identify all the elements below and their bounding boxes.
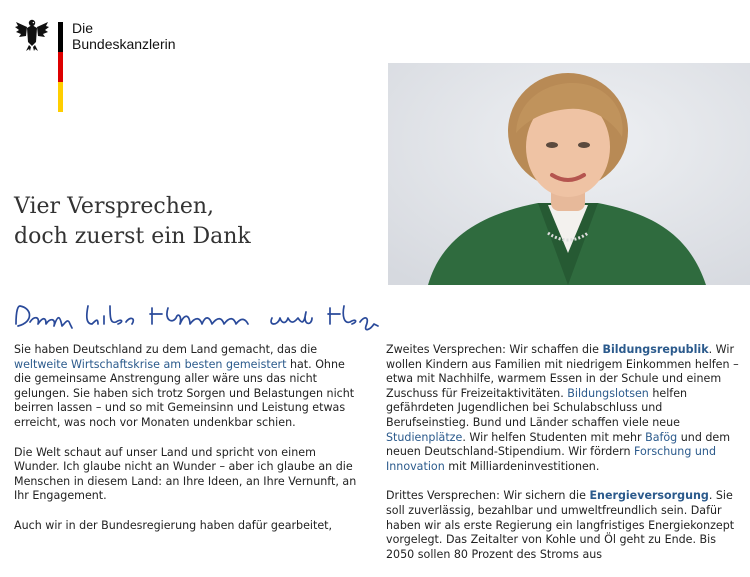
link-forschung-innovation[interactable]: Forschung und Innovation — [386, 445, 717, 473]
link-bafoeg[interactable]: Bafög — [645, 430, 678, 444]
right-column — [386, 343, 744, 577]
logo-text — [72, 20, 176, 52]
logo-line2: Bundeskanzlerin — [72, 36, 176, 52]
left-paragraph-3: Auch wir in der Bundesregierung haben dafür gearbeitet, — [14, 518, 333, 532]
right-p1-text-c: helfen gefährdeten Jugendlichen bei Schulabschluss und Berufseinstieg. Bund und Länder schaffen viele neue — [386, 386, 688, 429]
link-studienplaetze[interactable]: Studienplätze — [386, 430, 463, 444]
bundeskanzlerin-logo[interactable] — [14, 16, 214, 116]
federal-eagle-icon — [14, 16, 50, 52]
flag-gold — [58, 82, 63, 112]
title-line2: doch zuerst ein Dank — [14, 224, 251, 249]
handwritten-greeting — [12, 300, 384, 336]
link-energieversorgung[interactable]: Energieversorgung — [589, 489, 709, 503]
flag-red — [58, 52, 63, 82]
left-paragraph-1 — [14, 343, 360, 431]
page-title — [14, 192, 251, 252]
right-p1-text-b: . Wir wollen Kindern aus Familien mit niedrigem Einkommen helfen – etwa mit Nachhilfe, warmem Essen in der Schule und einem Zuschuss für Freizeitaktivitäten. — [386, 343, 739, 400]
link-bildungsrepublik[interactable]: Bildungsrepublik — [602, 343, 709, 356]
right-paragraph-1 — [386, 343, 744, 474]
right-p1-text-e: und dem neuen Deutschland-Stipendium. Wir fördern — [386, 430, 731, 459]
right-p1-text-d: . Wir helfen Studenten mit mehr — [462, 430, 646, 444]
left-column — [14, 343, 360, 549]
link-wirtschaftskrise[interactable]: weltweite Wirtschaftskrise am besten gemeistert — [14, 357, 287, 371]
right-p1-text-a: Zweites Versprechen: Wir schaffen die — [386, 343, 603, 356]
right-paragraph-2 — [386, 489, 744, 562]
right-p1-text-f: mit Milliardeninvestitionen. — [444, 459, 600, 473]
left-p1-text-a: Sie haben Deutschland zu dem Land gemacht, das die — [14, 343, 318, 356]
chancellor-portrait — [388, 63, 750, 285]
flag-black — [58, 22, 63, 52]
portrait-illustration — [388, 63, 750, 285]
logo-line1: Die — [72, 20, 94, 36]
left-p1-text-b: hat. Ohne die gemeinsame Anstrengung aller wäre uns das nicht gelungen. Sie haben sich trotz Sorgen und Belastungen nicht beirren lassen – und so mit Gemeinsinn und Leistung etwas erreicht, was noch vor Monaten undenkbar schien. — [14, 357, 355, 429]
right-p2-text-a: Drittes Versprechen: Wir sichern die — [386, 489, 590, 503]
link-bildungslotsen[interactable]: Bildungslotsen — [567, 386, 649, 400]
title-line1: Vier Versprechen, — [14, 194, 215, 219]
left-paragraph-2: Die Welt schaut auf unser Land und spricht von einem Wunder. Ich glaube nicht an Wunder – aber ich glaube an die Menschen in diesem Land: an Ihre Ideen, an Ihre Vernunft, an Ihr Engagement. — [14, 445, 357, 503]
german-flag-bar — [58, 22, 63, 112]
right-p2-text-b: . Sie soll zuverlässig, bezahlbar und umweltfreundlich sein. Dafür haben wir als erste Regierung ein langfristiges Energiekonzept vorgelegt. Das Zeitalter von Kohle und Öl geht zu Ende. Bis 2050 sollen 80 Prozent des Stroms aus — [386, 489, 735, 561]
